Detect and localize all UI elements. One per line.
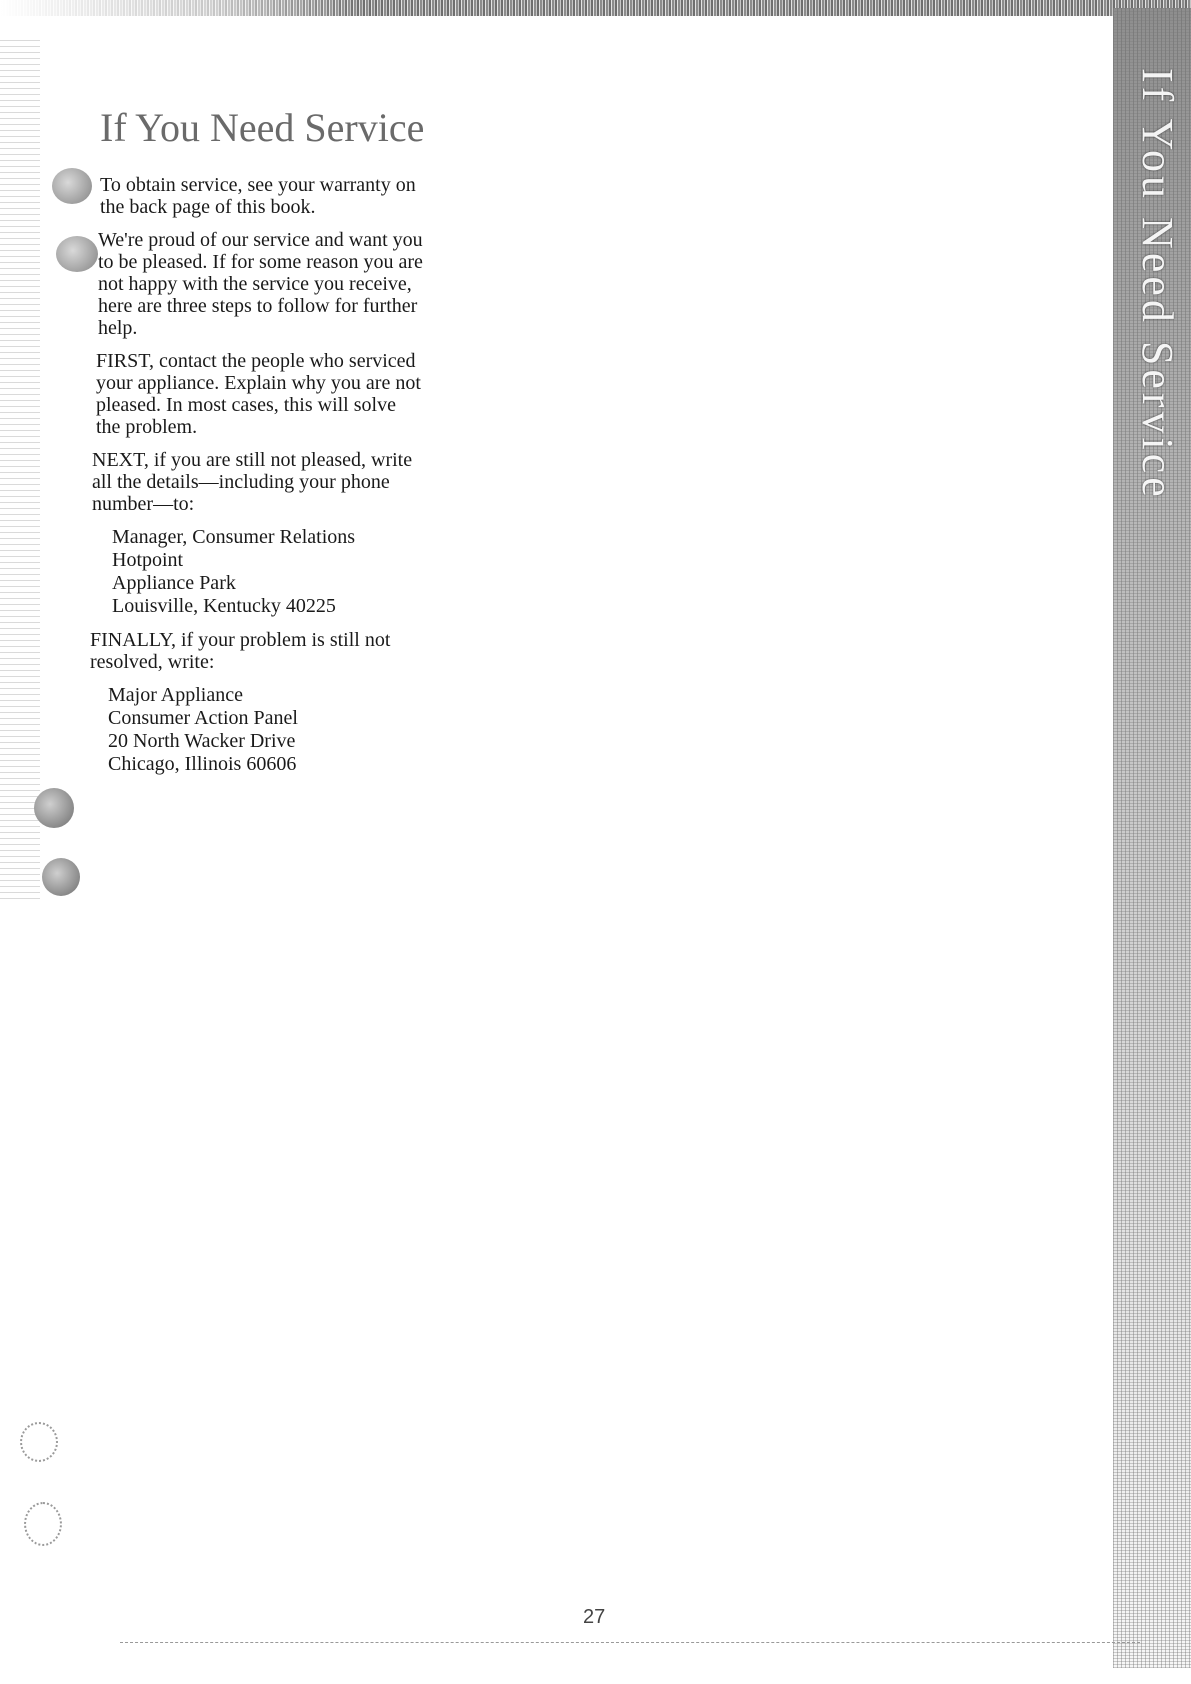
binder-hole-2: [42, 858, 80, 896]
binder-hole-4: [24, 1502, 62, 1546]
address-line: Hotpoint: [112, 549, 184, 571]
address-line: Manager, Consumer Relations: [112, 526, 356, 548]
binder-hole-3: [20, 1422, 58, 1462]
first-step: FIRST, contact the people who serviced your appliance. Explain why you are not pleased. In most cases, this will solve the problem.: [96, 350, 421, 438]
address-line: Consumer Action Panel: [108, 707, 298, 729]
address-line: Major Appliance: [108, 684, 243, 706]
address-line: Appliance Park: [112, 572, 236, 594]
warranty-paragraph: To obtain service, see your warranty on the back page of this book.: [100, 174, 416, 218]
section-side-tab: [1113, 8, 1191, 1668]
consumer-relations-address: [84, 526, 424, 618]
binder-hole-1: [34, 788, 74, 828]
service-instructions: [84, 174, 424, 776]
finally-step: FINALLY, if your problem is still not resolved, write:: [90, 629, 391, 673]
scan-artifact-fade: [0, 0, 360, 16]
next-step: NEXT, if you are still not pleased, write all the details—including your phone number—to:: [92, 449, 413, 515]
side-tab-label: If You Need Service: [1133, 68, 1182, 501]
address-line: Chicago, Illinois 60606: [108, 753, 297, 775]
scan-artifact-bottom: [120, 1642, 1140, 1644]
page-title: If You Need Service: [100, 105, 425, 150]
service-paragraph: We're proud of our service and want you to be pleased. If for some reason you are not happy with the service you receive, here are three steps to follow for further help.: [98, 229, 423, 339]
address-line: Louisville, Kentucky 40225: [112, 595, 336, 617]
consumer-action-panel-address: [84, 684, 424, 776]
scan-artifact-left-edge: [0, 40, 40, 900]
address-line: 20 North Wacker Drive: [108, 730, 296, 752]
page-number: 27: [583, 1606, 606, 1628]
